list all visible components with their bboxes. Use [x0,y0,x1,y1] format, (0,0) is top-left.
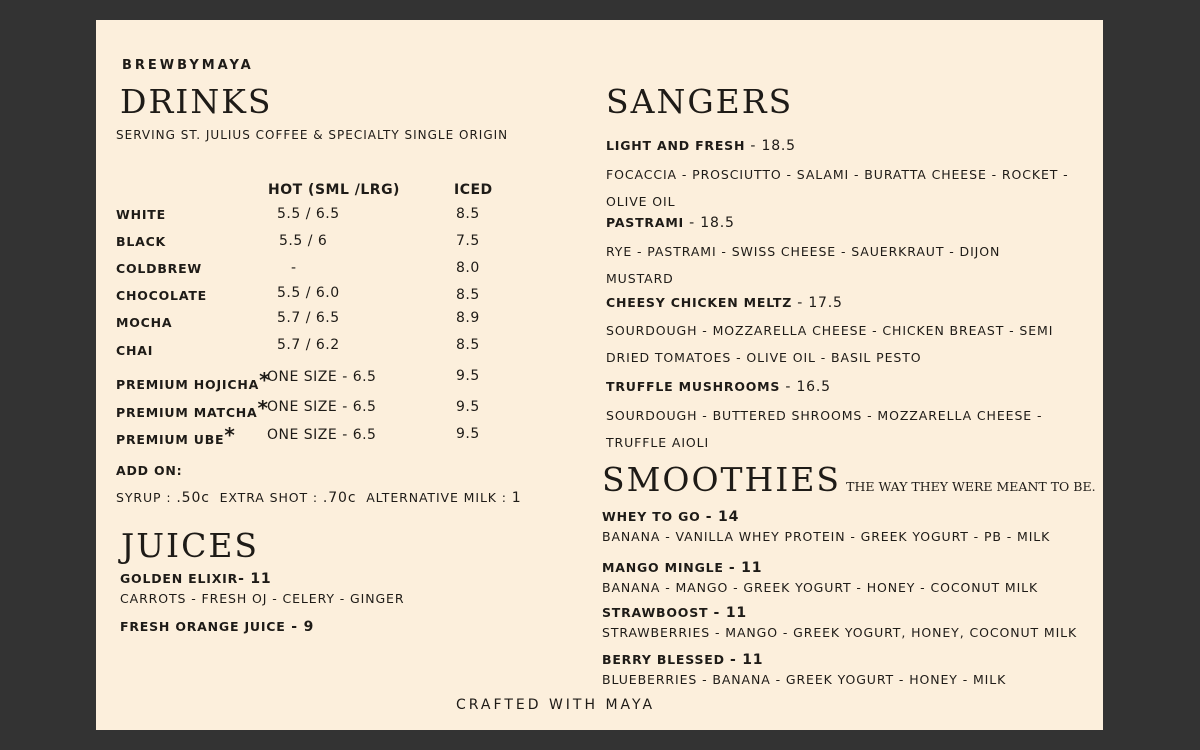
smoothie-name: MANGO MINGLE [602,560,724,575]
juices-title: JUICES [121,526,260,565]
drink-hot-price: ONE SIZE - 6.5 [267,369,377,385]
juice-item-heading [120,571,271,587]
drink-hot-price: 5.7 / 6.2 [277,337,340,353]
juice-ingredients: CARROTS - FRESH OJ - CELERY - GINGER [120,591,405,606]
drink-hot-price: - [291,260,297,276]
drink-iced-price: 9.5 [456,426,480,442]
sanger-price: - 17.5 [797,295,843,311]
sanger-item-heading [606,215,735,231]
drink-name: MOCHA [116,315,173,330]
drink-name: CHAI [116,343,154,358]
drink-hot-price: 5.7 / 6.5 [277,310,340,326]
drink-hot-price: ONE SIZE - 6.5 [267,427,377,443]
sanger-name: PASTRAMI [606,215,685,230]
smoothie-item-heading [602,560,762,576]
smoothies-tagline: THE WAY THEY WERE MEANT TO BE. [846,479,1096,494]
sanger-ingredients: TRUFFLE AIOLI [606,435,710,450]
juice-price: - 9 [285,619,315,635]
juice-name: GOLDEN ELIXIR [120,571,239,586]
drink-name: WHITE [116,207,166,222]
drink-hot-price: 5.5 / 6 [279,233,328,249]
addon-title: ADD ON: [116,463,183,478]
smoothie-name: STRAWBOOST [602,605,709,620]
menu-board [96,20,1103,730]
drink-name [116,398,269,422]
sanger-ingredients: RYE - PASTRAMI - SWISS CHEESE - SAUERKRAUT - DIJON [606,244,1001,259]
drink-hot-price: ONE SIZE - 6.5 [267,399,377,415]
sanger-item-heading [606,379,831,395]
addon-milk-price: 1 [511,490,522,506]
sanger-price: - 16.5 [785,379,831,395]
drink-iced-price: 7.5 [456,233,480,249]
smoothie-item-heading [602,509,739,525]
drink-name-text: PREMIUM UBE [116,432,225,447]
drink-iced-price: 8.5 [456,337,480,353]
sanger-name: LIGHT AND FRESH [606,138,746,153]
addon-shot-label: EXTRA SHOT : [219,490,323,505]
sanger-ingredients: DRIED TOMATOES - OLIVE OIL - BASIL PESTO [606,350,922,365]
juice-name: FRESH ORANGE JUICE [120,619,286,634]
drink-name: COLDBREW [116,261,203,276]
drink-iced-price: 8.9 [456,310,480,326]
hot-column-header: HOT (SML /LRG) [268,182,400,198]
smoothie-ingredients: BANANA - VANILLA WHEY PROTEIN - GREEK YOGURT - PB - MILK [602,529,1051,544]
sanger-ingredients: SOURDOUGH - MOZZARELLA CHEESE - CHICKEN BREAST - SEMI [606,323,1054,338]
smoothies-title: SMOOTHIES [602,460,842,499]
footer-text: CRAFTED WITH MAYA [456,697,656,713]
drink-iced-price: 8.0 [456,260,480,276]
smoothie-ingredients: STRAWBERRIES - MANGO - GREEK YOGURT, HONEY, COCONUT MILK [602,625,1078,640]
sanger-price: - 18.5 [689,215,735,231]
smoothie-name: BERRY BLESSED [602,652,725,667]
sanger-ingredients: FOCACCIA - PROSCIUTTO - SALAMI - BURATTA CHEESE - ROCKET - [606,167,1069,182]
drinks-title: DRINKS [120,82,273,121]
drink-iced-price: 8.5 [456,206,480,222]
smoothies-heading [602,460,1096,499]
addon-shot-price: .70c [322,490,357,506]
iced-column-header: ICED [454,182,493,198]
sanger-ingredients: MUSTARD [606,271,674,286]
sanger-item-heading [606,295,843,311]
drink-iced-price: 9.5 [456,399,480,415]
drink-name-text: PREMIUM MATCHA [116,405,258,420]
smoothie-ingredients: BLUEBERRIES - BANANA - GREEK YOGURT - HONEY - MILK [602,672,1007,687]
sanger-name: TRUFFLE MUSHROOMS [606,379,781,394]
drink-name [116,425,236,449]
smoothie-item-heading [602,605,747,621]
asterisk-mark: * [257,396,269,420]
smoothie-ingredients: BANANA - MANGO - GREEK YOGURT - HONEY - COCONUT MILK [602,580,1039,595]
sanger-ingredients: SOURDOUGH - BUTTERED SHROOMS - MOZZARELLA CHEESE - [606,408,1043,423]
juice-item-heading [120,619,314,635]
sanger-item-heading [606,138,796,154]
smoothie-price: - 11 [728,560,763,576]
drinks-subtitle: SERVING ST. JULIUS COFFEE & SPECIALTY SINGLE ORIGIN [116,128,509,142]
drink-iced-price: 8.5 [456,287,480,303]
asterisk-mark: * [259,368,271,392]
sangers-title: SANGERS [606,82,794,121]
sanger-name: CHEESY CHICKEN MELTZ [606,295,793,310]
smoothie-price: - 11 [729,652,764,668]
smoothie-item-heading [602,652,763,668]
smoothie-price: - 11 [713,605,747,621]
addon-syrup-label: SYRUP : [116,490,177,505]
drink-iced-price: 9.5 [456,368,480,384]
drink-name-text: PREMIUM HOJICHA [116,377,260,392]
drink-name: BLACK [116,234,167,249]
asterisk-mark: * [224,423,236,447]
sanger-ingredients: OLIVE OIL [606,194,676,209]
drink-hot-price: 5.5 / 6.5 [277,206,340,222]
sanger-price: - 18.5 [750,138,796,154]
drink-name: CHOCOLATE [116,288,207,303]
brand-name: BREWBYMAYA [122,58,254,73]
addon-syrup-price: .50c [176,490,210,506]
drink-hot-price: 5.5 / 6.0 [277,285,340,301]
smoothie-price: - 14 [705,509,740,525]
drink-name [116,370,270,394]
smoothie-name: WHEY TO GO [602,509,701,524]
addon-milk-label: ALTERNATIVE MILK : [366,490,512,505]
juice-price: - 11 [238,571,272,587]
addon-list [116,490,522,506]
